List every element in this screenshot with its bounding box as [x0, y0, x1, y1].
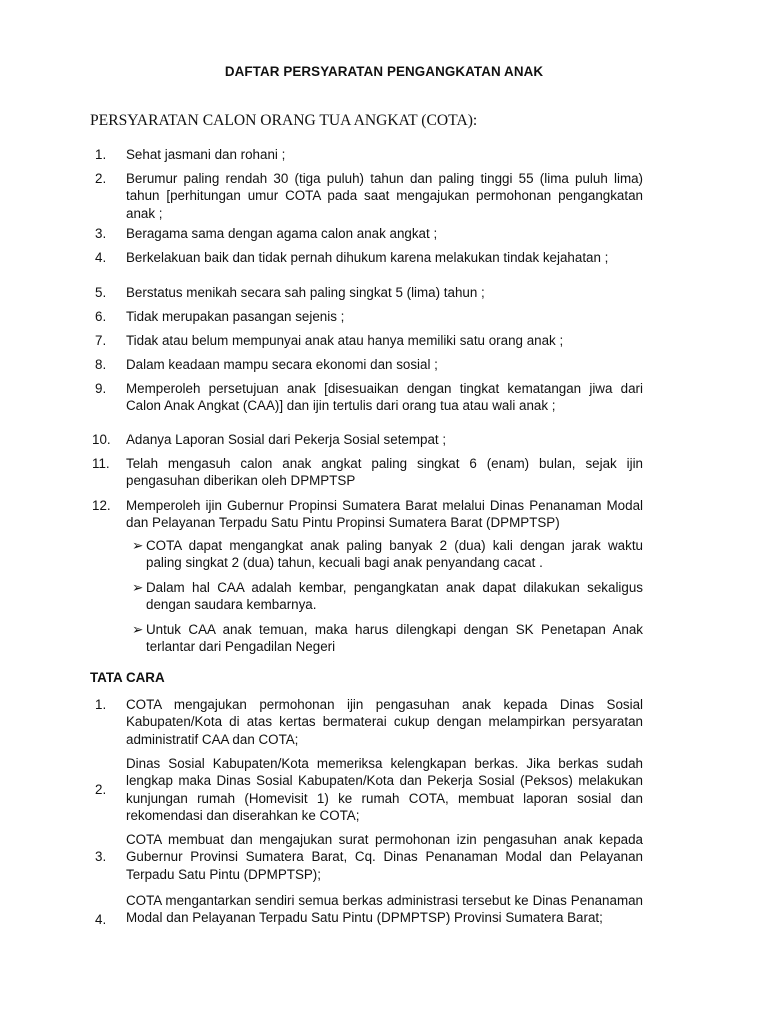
item-number: 6. — [95, 309, 107, 324]
item-text: Dalam keadaan mampu secara ekonomi dan sosial ; — [126, 357, 438, 372]
item-number: 3. — [95, 849, 107, 864]
item-number: 10. — [92, 432, 111, 447]
item-text: Tidak merupakan pasangan sejenis ; — [126, 309, 345, 324]
item-number: 7. — [95, 333, 107, 348]
sub-item-text: Untuk CAA anak temuan, maka harus dilengkapi dengan SK Penetapan Anak terlantar dari Pengadilan Negeri — [146, 622, 643, 655]
item-text: Berkelakuan baik dan tidak pernah dihukum karena melakukan tindak kejahatan ; — [126, 250, 609, 265]
item-number: 8. — [95, 357, 107, 372]
arrow-bullet-icon: ➢ — [132, 580, 144, 595]
item-text: Sehat jasmani dan rohani ; — [126, 147, 286, 162]
item-text: Dinas Sosial Kabupaten/Kota memeriksa kelengkapan berkas. Jika berkas sudah lengkap maka Dinas Sosial Kabupaten/Kota dan Pekerja Sosial (Peksos) melakukan kunjungan rumah (Homevisit 1) ke rumah COTA, membuat laporan sosial dan rekomendasi dan diserahkan ke COTA; — [126, 756, 643, 824]
arrow-bullet-icon: ➢ — [132, 622, 144, 637]
item-text: Beragama sama dengan agama calon anak angkat ; — [126, 226, 438, 241]
item-number: 2. — [95, 171, 107, 186]
item-text: Berstatus menikah secara sah paling singkat 5 (lima) tahun ; — [126, 285, 485, 300]
document-title: DAFTAR PERSYARATAN PENGANGKATAN ANAK — [224, 64, 544, 79]
sub-item-text: COTA dapat mengangkat anak paling banyak 2 (dua) kali dengan jarak waktu paling singkat 2 (dua) tahun, kecuali bagi anak penyandang cacat . — [146, 538, 643, 571]
item-text: Berumur paling rendah 30 (tiga puluh) tahun dan paling tinggi 55 (lima puluh lima) tahun [perhitungan umur COTA pada saat mengajukan permohonan pengangkatan anak ; — [126, 171, 643, 221]
item-number: 2. — [95, 782, 107, 797]
item-text: COTA mengajukan permohonan ijin pengasuhan anak kepada Dinas Sosial Kabupaten/Kota di atas kertas bermaterai cukup dengan melampirkan persyaratan administratif CAA dan COTA; — [126, 697, 643, 747]
item-number: 11. — [92, 456, 110, 471]
item-text: Telah mengasuh calon anak angkat paling singkat 6 (enam) bulan, sejak ijin pengasuhan diberikan oleh DPMPTSP — [126, 456, 643, 489]
sub-item-text: Dalam hal CAA adalah kembar, pengangkatan anak dapat dilakukan sekaligus dengan saudara kembarnya. — [146, 580, 643, 613]
item-number: 3. — [95, 226, 107, 241]
item-number: 4. — [95, 912, 107, 927]
item-text: Tidak atau belum mempunyai anak atau hanya memiliki satu orang anak ; — [126, 333, 564, 348]
item-number: 1. — [95, 147, 107, 162]
item-text: COTA mengantarkan sendiri semua berkas administrasi tersebut ke Dinas Penanaman Modal dan Pelayanan Terpadu Satu Pintu (DPMPTSP) Provinsi Sumatera Barat; — [126, 893, 643, 926]
requirements-heading: PERSYARATAN CALON ORANG TUA ANGKAT (COTA): — [90, 112, 478, 129]
procedure-heading: TATA CARA — [90, 670, 165, 685]
item-text: Adanya Laporan Sosial dari Pekerja Sosial setempat ; — [126, 432, 447, 447]
item-number: 4. — [95, 250, 107, 265]
item-number: 1. — [95, 697, 107, 712]
arrow-bullet-icon: ➢ — [132, 538, 144, 553]
item-text: Memperoleh persetujuan anak [disesuaikan dengan tingkat kematangan jiwa dari Calon Anak Angkat (CAA)] dan ijin tertulis dari orang tua atau wali anak ; — [126, 381, 643, 414]
item-number: 12. — [92, 498, 111, 513]
item-number: 9. — [95, 381, 107, 396]
item-number: 5. — [95, 285, 107, 300]
item-text: COTA membuat dan mengajukan surat permohonan izin pengasuhan anak kepada Gubernur Provinsi Sumatera Barat, Cq. Dinas Penanaman Modal dan Pelayanan Terpadu Satu Pintu (DPMPTSP); — [126, 832, 643, 882]
item-text: Memperoleh ijin Gubernur Propinsi Sumatera Barat melalui Dinas Penanaman Modal dan Pelayanan Terpadu Satu Pintu Propinsi Sumatera Barat (DPMPTSP) — [126, 498, 643, 531]
